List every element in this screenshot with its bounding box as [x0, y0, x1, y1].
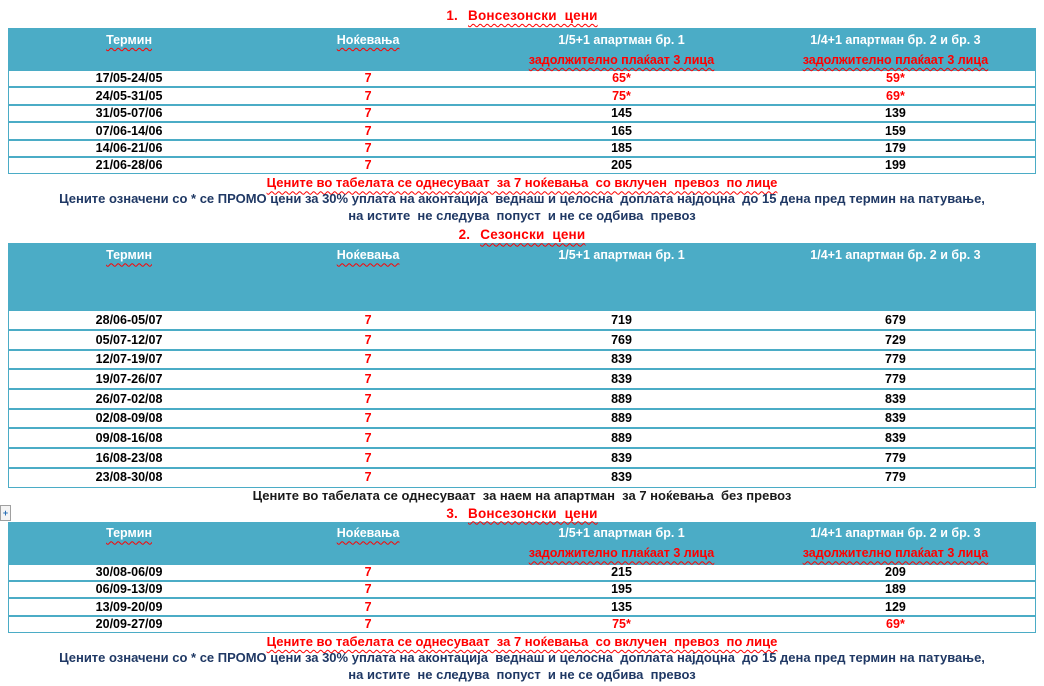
price-cell: 839: [885, 391, 906, 406]
price-cell: 189: [885, 582, 906, 597]
nights-cell: 7: [364, 564, 372, 579]
column-header-apartment-1: 1/5+1 апартман бр. 1: [558, 526, 685, 541]
price-cell: 165: [611, 123, 632, 138]
nights-cell: 7: [364, 450, 372, 465]
table-2-body: [9, 309, 1035, 486]
section-3-title-text: Вонсезонски цени: [468, 505, 598, 521]
table-row: [9, 563, 1035, 580]
nights-cell: 7: [364, 391, 372, 406]
table-row: [9, 408, 1035, 428]
table-row: [9, 86, 1035, 103]
price-cell: 779: [885, 450, 906, 465]
price-cell: 75*: [612, 617, 631, 632]
nights-cell: 7: [364, 71, 372, 86]
nights-cell: 7: [364, 352, 372, 367]
nights-cell: 7: [364, 599, 372, 614]
price-cell: 729: [885, 332, 906, 347]
section-1-title-text: Вонсезонски цени: [468, 8, 598, 23]
price-cell: 839: [611, 372, 632, 386]
price-cell: 839: [611, 352, 632, 367]
mandatory-payment-note: задолжително плаќаат 3 лица: [802, 546, 989, 561]
price-cell: 839: [611, 470, 632, 485]
term-cell: 26/07-02/08: [95, 391, 163, 406]
price-cell: 769: [611, 332, 632, 347]
section-2-title: [0, 225, 1044, 243]
price-cell: 69*: [886, 617, 905, 632]
nights-cell: 7: [364, 123, 372, 138]
table-row: [9, 349, 1035, 369]
table-row: [9, 580, 1035, 597]
term-cell: 12/07-19/07: [95, 352, 163, 367]
term-cell: 07/06-14/06: [95, 123, 163, 138]
column-header-nights: Ноќевања: [336, 248, 400, 263]
price-cell: 209: [885, 564, 906, 579]
price-cell: 889: [611, 431, 632, 446]
nights-cell: 7: [364, 470, 372, 485]
column-header-term: Термин: [106, 526, 152, 541]
term-cell: 09/08-16/08: [95, 431, 163, 446]
term-cell: 31/05-07/06: [95, 106, 163, 121]
note-transport-included: Цените во табелата се однесуваат за 7 ноќевања со вклучен превоз по лице: [266, 634, 778, 650]
nights-cell: 7: [364, 431, 372, 446]
column-header-term: Термин: [106, 32, 152, 47]
column-header-nights: Ноќевања: [336, 32, 400, 47]
column-header-term: Термин: [106, 248, 152, 263]
table-row: [9, 368, 1035, 388]
price-cell: 779: [885, 352, 906, 367]
price-cell: 135: [611, 599, 632, 614]
nights-cell: 7: [364, 312, 372, 327]
table-3-body: [9, 563, 1035, 633]
price-cell: 139: [885, 106, 906, 121]
term-cell: 24/05-31/05: [95, 88, 163, 103]
price-cell: 159: [885, 123, 906, 138]
table-row: [9, 139, 1035, 156]
price-cell: 129: [885, 599, 906, 614]
table-1-header: [9, 29, 1035, 69]
price-cell: 69*: [886, 88, 905, 103]
table-row: [9, 309, 1035, 329]
note-promo-line2: на истите не следува попуст и не се одбива превоз: [348, 667, 696, 683]
mandatory-payment-note: задолжително плаќаат 3 лица: [528, 52, 715, 67]
nights-cell: 7: [364, 88, 372, 103]
term-cell: 20/09-27/09: [95, 617, 163, 632]
table-row: [9, 597, 1035, 614]
term-cell: 05/07-12/07: [95, 332, 163, 347]
table-row: [9, 467, 1035, 487]
term-cell: 19/07-26/07: [95, 372, 163, 386]
price-cell: 779: [885, 470, 906, 485]
table-3-header: [9, 523, 1035, 563]
nights-cell: 7: [364, 158, 372, 173]
table-2-header: [9, 244, 1035, 309]
table-row: [9, 388, 1035, 408]
column-header-nights: Ноќевања: [336, 526, 400, 541]
term-cell: 30/08-06/09: [95, 564, 163, 579]
table-row: [9, 329, 1035, 349]
price-cell: 215: [611, 564, 632, 579]
price-cell: 205: [611, 158, 632, 173]
term-cell: 14/06-21/06: [95, 141, 163, 155]
offseason-price-table-1: [8, 28, 1036, 174]
nights-cell: 7: [364, 332, 372, 347]
table-row: [9, 156, 1035, 173]
price-cell: 195: [611, 582, 632, 597]
price-cell: 59*: [886, 71, 905, 86]
season-price-table: [8, 243, 1036, 487]
price-cell: 889: [611, 411, 632, 426]
term-cell: 21/06-28/06: [95, 158, 163, 173]
section-3-title: [0, 504, 1044, 522]
term-cell: 16/08-23/08: [95, 450, 163, 465]
section-1-title: [0, 8, 1044, 28]
section-2-number: 2.: [458, 227, 471, 243]
price-cell: 185: [611, 141, 632, 155]
column-header-apartment-23: 1/4+1 апартман бр. 2 и бр. 3: [810, 526, 981, 541]
term-cell: 06/09-13/09: [95, 582, 163, 597]
price-cell: 889: [611, 391, 632, 406]
table-1-body: [9, 69, 1035, 173]
term-cell: 28/06-05/07: [95, 312, 163, 327]
price-cell: 779: [885, 372, 906, 386]
note-rent-no-transport: Цените во табелата се однесуваат за наем на апартман за 7 ноќевања без превоз: [252, 487, 792, 503]
offseason-price-table-3: [8, 522, 1036, 634]
table-row: [9, 447, 1035, 467]
table-row: [9, 427, 1035, 447]
section-1-number: 1.: [446, 8, 458, 23]
term-cell: 17/05-24/05: [95, 71, 163, 86]
column-header-apartment-23: 1/4+1 апартман бр. 2 и бр. 3: [810, 248, 981, 263]
note-promo-line1: Цените означени со * се ПРОМО цени за 30% уплата на аконтација веднаш и целосна доплата најдоцна до 15 дена пред термин на патување,: [59, 191, 985, 207]
expand-marker-icon[interactable]: +: [0, 505, 11, 521]
nights-cell: 7: [364, 582, 372, 597]
table-row: [9, 104, 1035, 121]
price-cell: 65*: [612, 71, 631, 86]
section-3-number: 3.: [446, 505, 458, 521]
mandatory-payment-note: задолжително плаќаат 3 лица: [528, 546, 715, 561]
price-cell: 75*: [612, 88, 631, 103]
price-cell: 839: [611, 450, 632, 465]
table-row: [9, 121, 1035, 138]
column-header-apartment-23: 1/4+1 апартман бр. 2 и бр. 3: [810, 32, 981, 47]
price-cell: 839: [885, 411, 906, 426]
price-cell: 199: [885, 158, 906, 173]
section-2-title-text: Сезонски цени: [480, 227, 586, 243]
price-cell: 719: [611, 312, 632, 327]
price-cell: 679: [885, 312, 906, 327]
price-cell: 839: [885, 431, 906, 446]
mandatory-payment-note: задолжително плаќаат 3 лица: [802, 52, 989, 67]
table-row: [9, 69, 1035, 86]
note-transport-included: Цените во табелата се однесуваат за 7 ноќевања со вклучен превоз по лице: [266, 175, 778, 191]
term-cell: 23/08-30/08: [95, 470, 163, 485]
nights-cell: 7: [364, 141, 372, 155]
price-cell: 179: [885, 141, 906, 155]
note-promo-line1: Цените означени со * се ПРОМО цени за 30% уплата на аконтација веднаш и целосна доплата најдоцна до 15 дена пред термин на патување,: [59, 650, 985, 666]
column-header-apartment-1: 1/5+1 апартман бр. 1: [558, 248, 685, 263]
column-header-apartment-1: 1/5+1 апартман бр. 1: [558, 32, 685, 47]
nights-cell: 7: [364, 106, 372, 121]
table-row: [9, 615, 1035, 632]
term-cell: 02/08-09/08: [95, 411, 163, 426]
term-cell: 13/09-20/09: [95, 599, 163, 614]
nights-cell: 7: [364, 372, 372, 386]
price-cell: 145: [611, 106, 632, 121]
nights-cell: 7: [364, 411, 372, 426]
nights-cell: 7: [364, 617, 372, 632]
note-promo-line2: на истите не следува попуст и не се одбива превоз: [348, 208, 696, 224]
